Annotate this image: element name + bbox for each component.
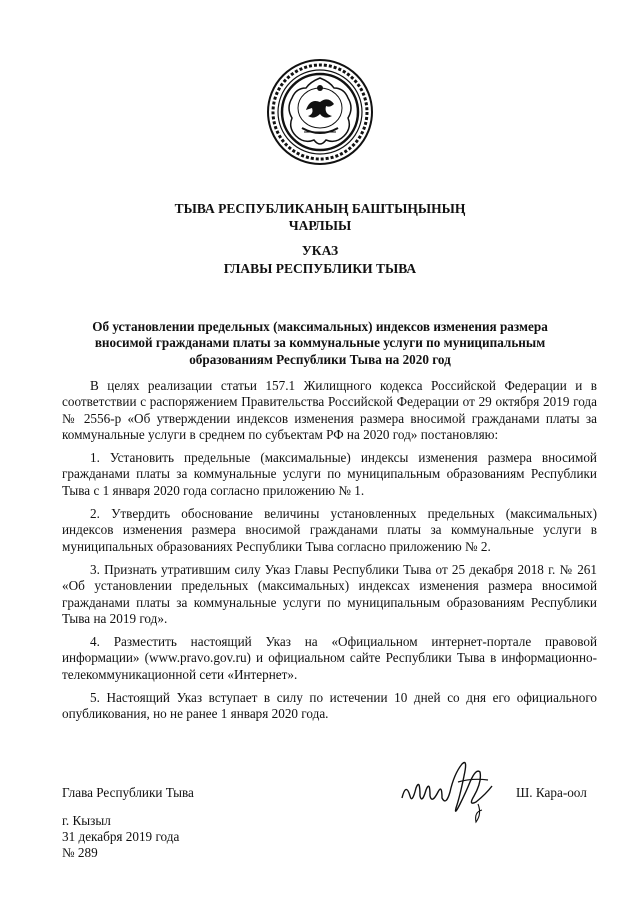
decree-subject: Об установлении предельных (максимальных) индексов изменения размера вносимой гражданами платы за коммунальные услуги по муниципальным образованиям Республики Тыва на 2020 год: [92, 319, 548, 367]
header-tuvan-line2: ЧАРЛЫЫ: [288, 218, 352, 233]
item-1-paragraph: 1. Установить предельные (максимальные) индексы изменения размера вносимой гражданами платы за коммунальные услуги по муниципальным образованиям Республики Тыва с 1 января 2020 года согласно приложению № 1.: [62, 450, 597, 498]
signatory-name: Ш. Кара-оол: [516, 785, 587, 800]
handwritten-signature: [396, 752, 504, 826]
signature-image: [396, 752, 504, 826]
item-2-paragraph: 2. Утвердить обоснование величины установленных предельных (максимальных) индексов изменения размера вносимой гражданами платы за коммунальные услуги в муниципальных образованиях Республики Тыва согласно приложению № 2.: [62, 506, 597, 554]
doc-type-title: УКАЗ: [301, 243, 339, 258]
number-line: № 289: [62, 845, 98, 860]
coat-of-arms-emblem: [266, 58, 374, 166]
preamble-paragraph: В целях реализации статьи 157.1 Жилищного кодекса Российской Федерации и в соответствии с распоряжением Правительства Российской Федерации от 29 октября 2019 года № 2556-р «Об утверждении индексов изменения размера вносимой гражданами платы за коммунальные услуги в среднем по субъектам РФ на 2020 год» постановляю:: [62, 378, 597, 442]
item-3-paragraph: 3. Признать утратившим силу Указ Главы Республики Тыва от 25 декабря 2018 г. № 261 «Об установлении предельных (максимальных) индексах изменения размера вносимой гражданами платы за коммунальные услуги по муниципальным образованиям Республики Тыва на 2019 год».: [62, 561, 597, 626]
header-tuvan-line1: ТЫВА РЕСПУБЛИКАНЫҢ БАШТЫҢЫНЫҢ: [174, 201, 466, 216]
place-date-block: [62, 813, 179, 861]
item-5-paragraph: 5. Настоящий Указ вступает в силу по истечении 10 дней со дня его официального опубликования, но не ранее 1 января 2020 года.: [62, 690, 597, 722]
issuer-title: ГЛАВЫ РЕСПУБЛИКИ ТЫВА: [223, 261, 417, 276]
date-line: 31 декабря 2019 года: [62, 829, 180, 844]
emblem-seal-icon: [266, 58, 374, 166]
decree-body: [62, 378, 597, 730]
signatory-position: Глава Республики Тыва: [62, 785, 194, 800]
place-line: г. Кызыл: [62, 813, 111, 828]
item-4-paragraph: 4. Разместить настоящий Указ на «Официальном интернет-портале правовой информации» (www.pravo.gov.ru) и официальном сайте Республики Тыва в информационно-телекоммуникационной сети «Интернет».: [62, 634, 597, 682]
